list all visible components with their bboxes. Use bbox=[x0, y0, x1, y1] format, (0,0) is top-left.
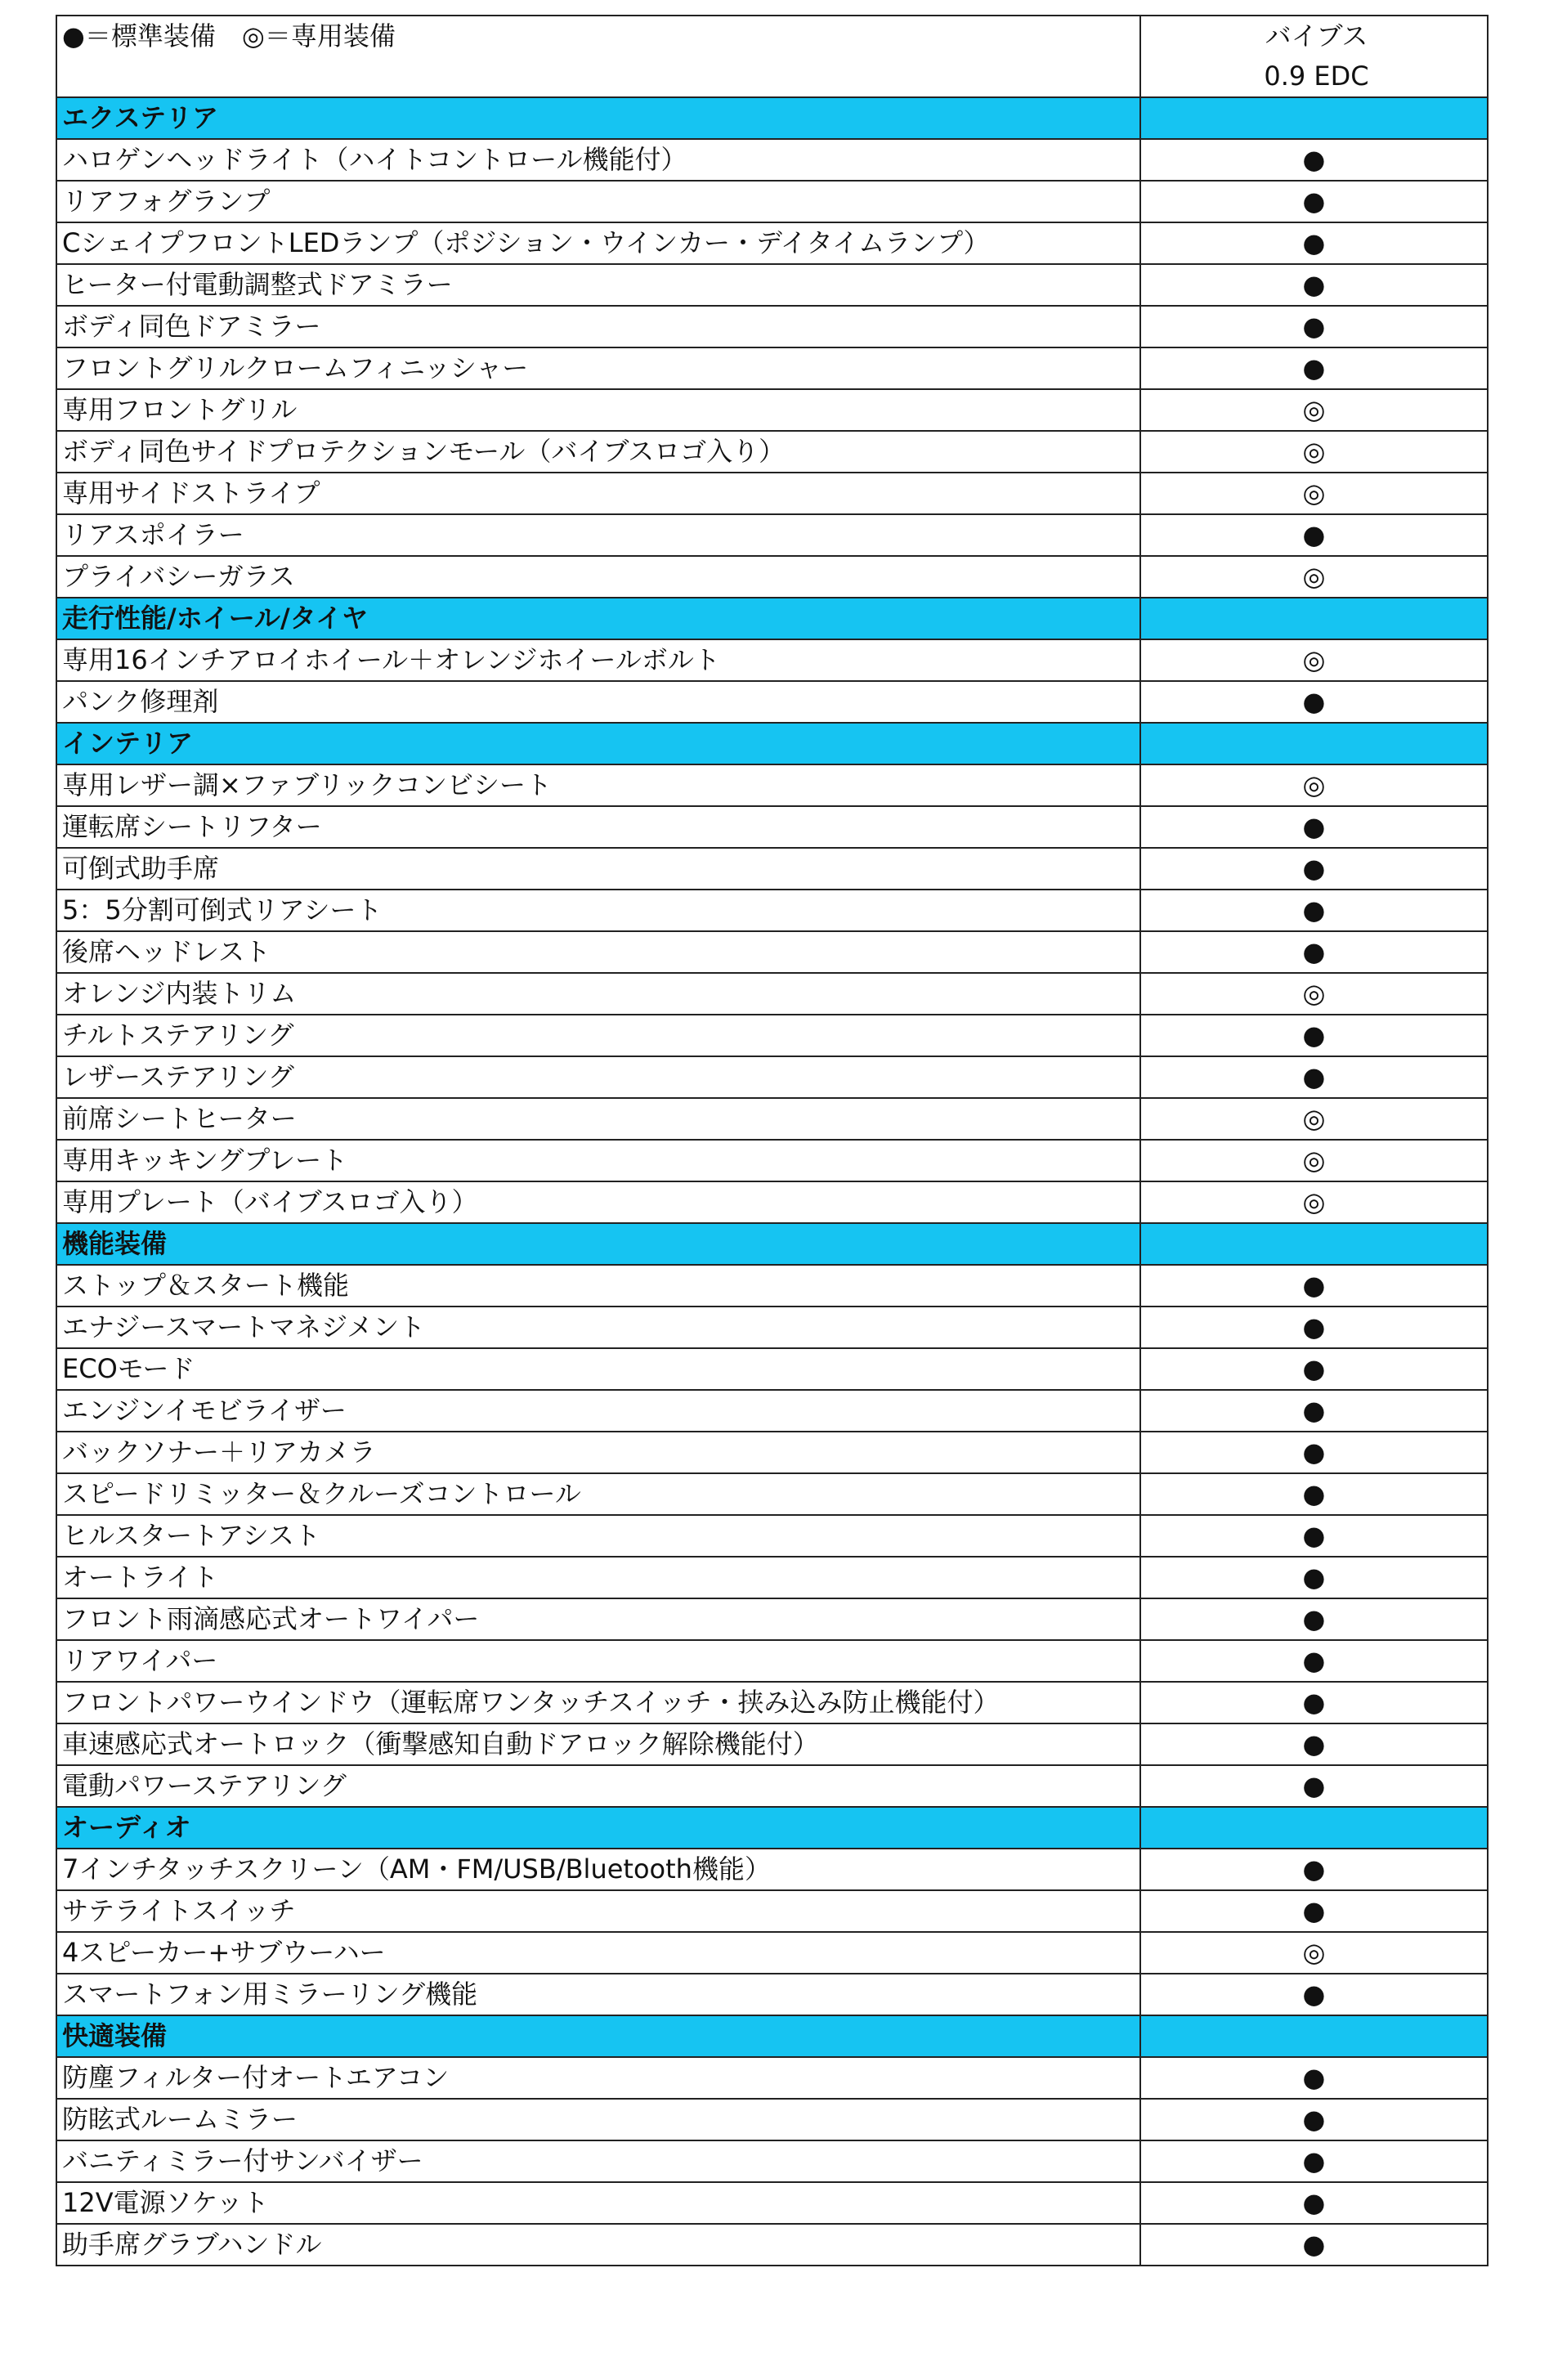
model-name: バイブス bbox=[1265, 20, 1368, 52]
availability-mark: ◎ bbox=[1140, 764, 1488, 806]
availability-mark: ● bbox=[1140, 1682, 1488, 1723]
table-row bbox=[56, 347, 1488, 389]
availability-mark: ● bbox=[1140, 1974, 1488, 2015]
equipment-name: リアフォグランプ bbox=[56, 181, 1140, 222]
availability-mark: ● bbox=[1140, 1849, 1488, 1890]
section-header-row bbox=[56, 598, 1488, 639]
availability-mark: ● bbox=[1140, 139, 1488, 181]
table-row bbox=[56, 1765, 1488, 1807]
availability-mark: ● bbox=[1140, 181, 1488, 222]
availability-mark: ● bbox=[1140, 264, 1488, 306]
availability-mark: ● bbox=[1140, 2182, 1488, 2224]
availability-mark: ● bbox=[1140, 1432, 1488, 1473]
availability-mark: ◎ bbox=[1140, 389, 1488, 431]
equipment-name: ストップ＆スタート機能 bbox=[56, 1265, 1140, 1307]
equipment-name: サテライトスイッチ bbox=[56, 1890, 1140, 1932]
table-row bbox=[56, 1890, 1488, 1932]
availability-mark: ● bbox=[1140, 2224, 1488, 2266]
equipment-name: レザーステアリング bbox=[56, 1056, 1140, 1098]
section-empty-cell bbox=[1140, 598, 1488, 639]
equipment-name: 防眩式ルームミラー bbox=[56, 2099, 1140, 2140]
availability-mark: ● bbox=[1140, 347, 1488, 389]
availability-mark: ● bbox=[1140, 1557, 1488, 1598]
availability-mark: ● bbox=[1140, 2099, 1488, 2140]
table-row bbox=[56, 306, 1488, 347]
table-row bbox=[56, 181, 1488, 222]
section-header-row bbox=[56, 1223, 1488, 1265]
availability-mark: ● bbox=[1140, 1473, 1488, 1515]
availability-mark: ◎ bbox=[1140, 1181, 1488, 1223]
table-row bbox=[56, 1056, 1488, 1098]
equipment-name: パンク修理剤 bbox=[56, 681, 1140, 723]
availability-mark: ● bbox=[1140, 222, 1488, 264]
equipment-name: 専用16インチアロイホイール＋オレンジホイールボルト bbox=[56, 639, 1140, 681]
equipment-name: エンジンイモビライザー bbox=[56, 1390, 1140, 1432]
section-title: インテリア bbox=[56, 723, 1140, 764]
availability-mark: ● bbox=[1140, 1056, 1488, 1098]
section-empty-cell bbox=[1140, 1223, 1488, 1265]
section-title: オーディオ bbox=[56, 1807, 1140, 1849]
availability-mark: ● bbox=[1140, 306, 1488, 347]
table-row bbox=[56, 2224, 1488, 2266]
equipment-table-body bbox=[56, 16, 1488, 2266]
equipment-name: ヒルスタートアシスト bbox=[56, 1515, 1140, 1557]
availability-mark: ● bbox=[1140, 1015, 1488, 1056]
section-empty-cell bbox=[1140, 2015, 1488, 2057]
equipment-name: リアスポイラー bbox=[56, 514, 1140, 556]
model-header bbox=[1140, 16, 1488, 97]
table-row bbox=[56, 264, 1488, 306]
table-row bbox=[56, 2099, 1488, 2140]
availability-mark: ● bbox=[1140, 1890, 1488, 1932]
equipment-name: オレンジ内装トリム bbox=[56, 973, 1140, 1015]
equipment-name: プライバシーガラス bbox=[56, 556, 1140, 598]
availability-mark: ● bbox=[1140, 890, 1488, 931]
equipment-name: 後席ヘッドレスト bbox=[56, 931, 1140, 973]
availability-mark: ◎ bbox=[1140, 973, 1488, 1015]
equipment-name: 専用サイドストライプ bbox=[56, 473, 1140, 514]
equipment-name: ECOモード bbox=[56, 1348, 1140, 1390]
table-row bbox=[56, 1598, 1488, 1640]
table-row bbox=[56, 639, 1488, 681]
table-row bbox=[56, 1307, 1488, 1348]
section-header-row bbox=[56, 97, 1488, 139]
availability-mark: ● bbox=[1140, 681, 1488, 723]
table-row bbox=[56, 2182, 1488, 2224]
table-row bbox=[56, 1265, 1488, 1307]
availability-mark: ● bbox=[1140, 1765, 1488, 1807]
equipment-name: スピードリミッター＆クルーズコントロール bbox=[56, 1473, 1140, 1515]
equipment-name: CシェイプフロントLEDランプ（ポジション・ウインカー・デイタイムランプ） bbox=[56, 222, 1140, 264]
equipment-name: 専用レザー調×ファブリックコンビシート bbox=[56, 764, 1140, 806]
equipment-name: フロントグリルクロームフィニッシャー bbox=[56, 347, 1140, 389]
section-empty-cell bbox=[1140, 97, 1488, 139]
table-row bbox=[56, 139, 1488, 181]
table-row bbox=[56, 806, 1488, 848]
equipment-name: エナジースマートマネジメント bbox=[56, 1307, 1140, 1348]
table-row bbox=[56, 1473, 1488, 1515]
equipment-name: ボディ同色サイドプロテクションモール（バイブスロゴ入り） bbox=[56, 431, 1140, 473]
table-row bbox=[56, 389, 1488, 431]
table-row bbox=[56, 1140, 1488, 1181]
table-row bbox=[56, 1515, 1488, 1557]
equipment-name: バニティミラー付サンバイザー bbox=[56, 2140, 1140, 2182]
table-row bbox=[56, 1932, 1488, 1974]
equipment-name: 車速感応式オートロック（衝撃感知自動ドアロック解除機能付） bbox=[56, 1723, 1140, 1765]
table-row bbox=[56, 1723, 1488, 1765]
equipment-name: 防塵フィルター付オートエアコン bbox=[56, 2057, 1140, 2099]
availability-mark: ● bbox=[1140, 514, 1488, 556]
table-row bbox=[56, 1974, 1488, 2015]
availability-mark: ● bbox=[1140, 1265, 1488, 1307]
section-empty-cell bbox=[1140, 1807, 1488, 1849]
table-row bbox=[56, 931, 1488, 973]
table-row bbox=[56, 1432, 1488, 1473]
equipment-name: 12V電源ソケット bbox=[56, 2182, 1140, 2224]
equipment-name: 助手席グラブハンドル bbox=[56, 2224, 1140, 2266]
equipment-table bbox=[56, 15, 1489, 2266]
table-row bbox=[56, 1015, 1488, 1056]
table-header-row bbox=[56, 16, 1488, 97]
availability-mark: ● bbox=[1140, 1307, 1488, 1348]
availability-mark: ◎ bbox=[1140, 1140, 1488, 1181]
section-title: 走行性能/ホイール/タイヤ bbox=[56, 598, 1140, 639]
section-header-row bbox=[56, 2015, 1488, 2057]
availability-mark: ● bbox=[1140, 1390, 1488, 1432]
table-row bbox=[56, 890, 1488, 931]
equipment-name: 専用プレート（バイブスロゴ入り） bbox=[56, 1181, 1140, 1223]
section-title: エクステリア bbox=[56, 97, 1140, 139]
table-row bbox=[56, 1098, 1488, 1140]
availability-mark: ● bbox=[1140, 806, 1488, 848]
table-row bbox=[56, 1181, 1488, 1223]
equipment-name: 専用フロントグリル bbox=[56, 389, 1140, 431]
section-title: 快適装備 bbox=[56, 2015, 1140, 2057]
table-row bbox=[56, 1640, 1488, 1682]
section-header-row bbox=[56, 1807, 1488, 1849]
equipment-name: リアワイパー bbox=[56, 1640, 1140, 1682]
table-row bbox=[56, 973, 1488, 1015]
table-row bbox=[56, 1348, 1488, 1390]
table-row bbox=[56, 848, 1488, 890]
availability-mark: ● bbox=[1140, 2057, 1488, 2099]
availability-mark: ● bbox=[1140, 1515, 1488, 1557]
table-row bbox=[56, 2057, 1488, 2099]
table-row bbox=[56, 431, 1488, 473]
table-row bbox=[56, 514, 1488, 556]
equipment-name: 電動パワーステアリング bbox=[56, 1765, 1140, 1807]
equipment-name: チルトステアリング bbox=[56, 1015, 1140, 1056]
availability-mark: ◎ bbox=[1140, 473, 1488, 514]
table-row bbox=[56, 1390, 1488, 1432]
table-row bbox=[56, 1849, 1488, 1890]
table-row bbox=[56, 222, 1488, 264]
model-grade: 0.9 EDC bbox=[1264, 61, 1369, 92]
equipment-name: 4スピーカー+サブウーハー bbox=[56, 1932, 1140, 1974]
table-row bbox=[56, 2140, 1488, 2182]
section-title: 機能装備 bbox=[56, 1223, 1140, 1265]
table-row bbox=[56, 556, 1488, 598]
section-empty-cell bbox=[1140, 723, 1488, 764]
availability-mark: ● bbox=[1140, 931, 1488, 973]
equipment-name: 7インチタッチスクリーン（AM・FM/USB/Bluetooth機能） bbox=[56, 1849, 1140, 1890]
equipment-name: ハロゲンヘッドライト（ハイトコントロール機能付） bbox=[56, 139, 1140, 181]
availability-mark: ● bbox=[1140, 1640, 1488, 1682]
equipment-name: 可倒式助手席 bbox=[56, 848, 1140, 890]
table-row bbox=[56, 1557, 1488, 1598]
availability-mark: ● bbox=[1140, 1723, 1488, 1765]
equipment-name: オートライト bbox=[56, 1557, 1140, 1598]
equipment-name: 運転席シートリフター bbox=[56, 806, 1140, 848]
availability-mark: ● bbox=[1140, 1348, 1488, 1390]
table-row bbox=[56, 1682, 1488, 1723]
availability-mark: ◎ bbox=[1140, 1098, 1488, 1140]
equipment-name: 専用キッキングプレート bbox=[56, 1140, 1140, 1181]
table-row bbox=[56, 473, 1488, 514]
equipment-name: スマートフォン用ミラーリング機能 bbox=[56, 1974, 1140, 2015]
equipment-name: 5：5分割可倒式リアシート bbox=[56, 890, 1140, 931]
availability-mark: ● bbox=[1140, 848, 1488, 890]
table-row bbox=[56, 764, 1488, 806]
availability-mark: ● bbox=[1140, 1598, 1488, 1640]
section-header-row bbox=[56, 723, 1488, 764]
legend: ●＝標準装備 ◎＝専用装備 bbox=[56, 16, 1140, 97]
equipment-name: フロント雨滴感応式オートワイパー bbox=[56, 1598, 1140, 1640]
table-row bbox=[56, 681, 1488, 723]
availability-mark: ● bbox=[1140, 2140, 1488, 2182]
equipment-name: ボディ同色ドアミラー bbox=[56, 306, 1140, 347]
equipment-name: 前席シートヒーター bbox=[56, 1098, 1140, 1140]
availability-mark: ◎ bbox=[1140, 639, 1488, 681]
availability-mark: ◎ bbox=[1140, 556, 1488, 598]
availability-mark: ◎ bbox=[1140, 1932, 1488, 1974]
equipment-name: フロントパワーウインドウ（運転席ワンタッチスイッチ・挟み込み防止機能付） bbox=[56, 1682, 1140, 1723]
equipment-name: ヒーター付電動調整式ドアミラー bbox=[56, 264, 1140, 306]
availability-mark: ◎ bbox=[1140, 431, 1488, 473]
equipment-name: バックソナー＋リアカメラ bbox=[56, 1432, 1140, 1473]
